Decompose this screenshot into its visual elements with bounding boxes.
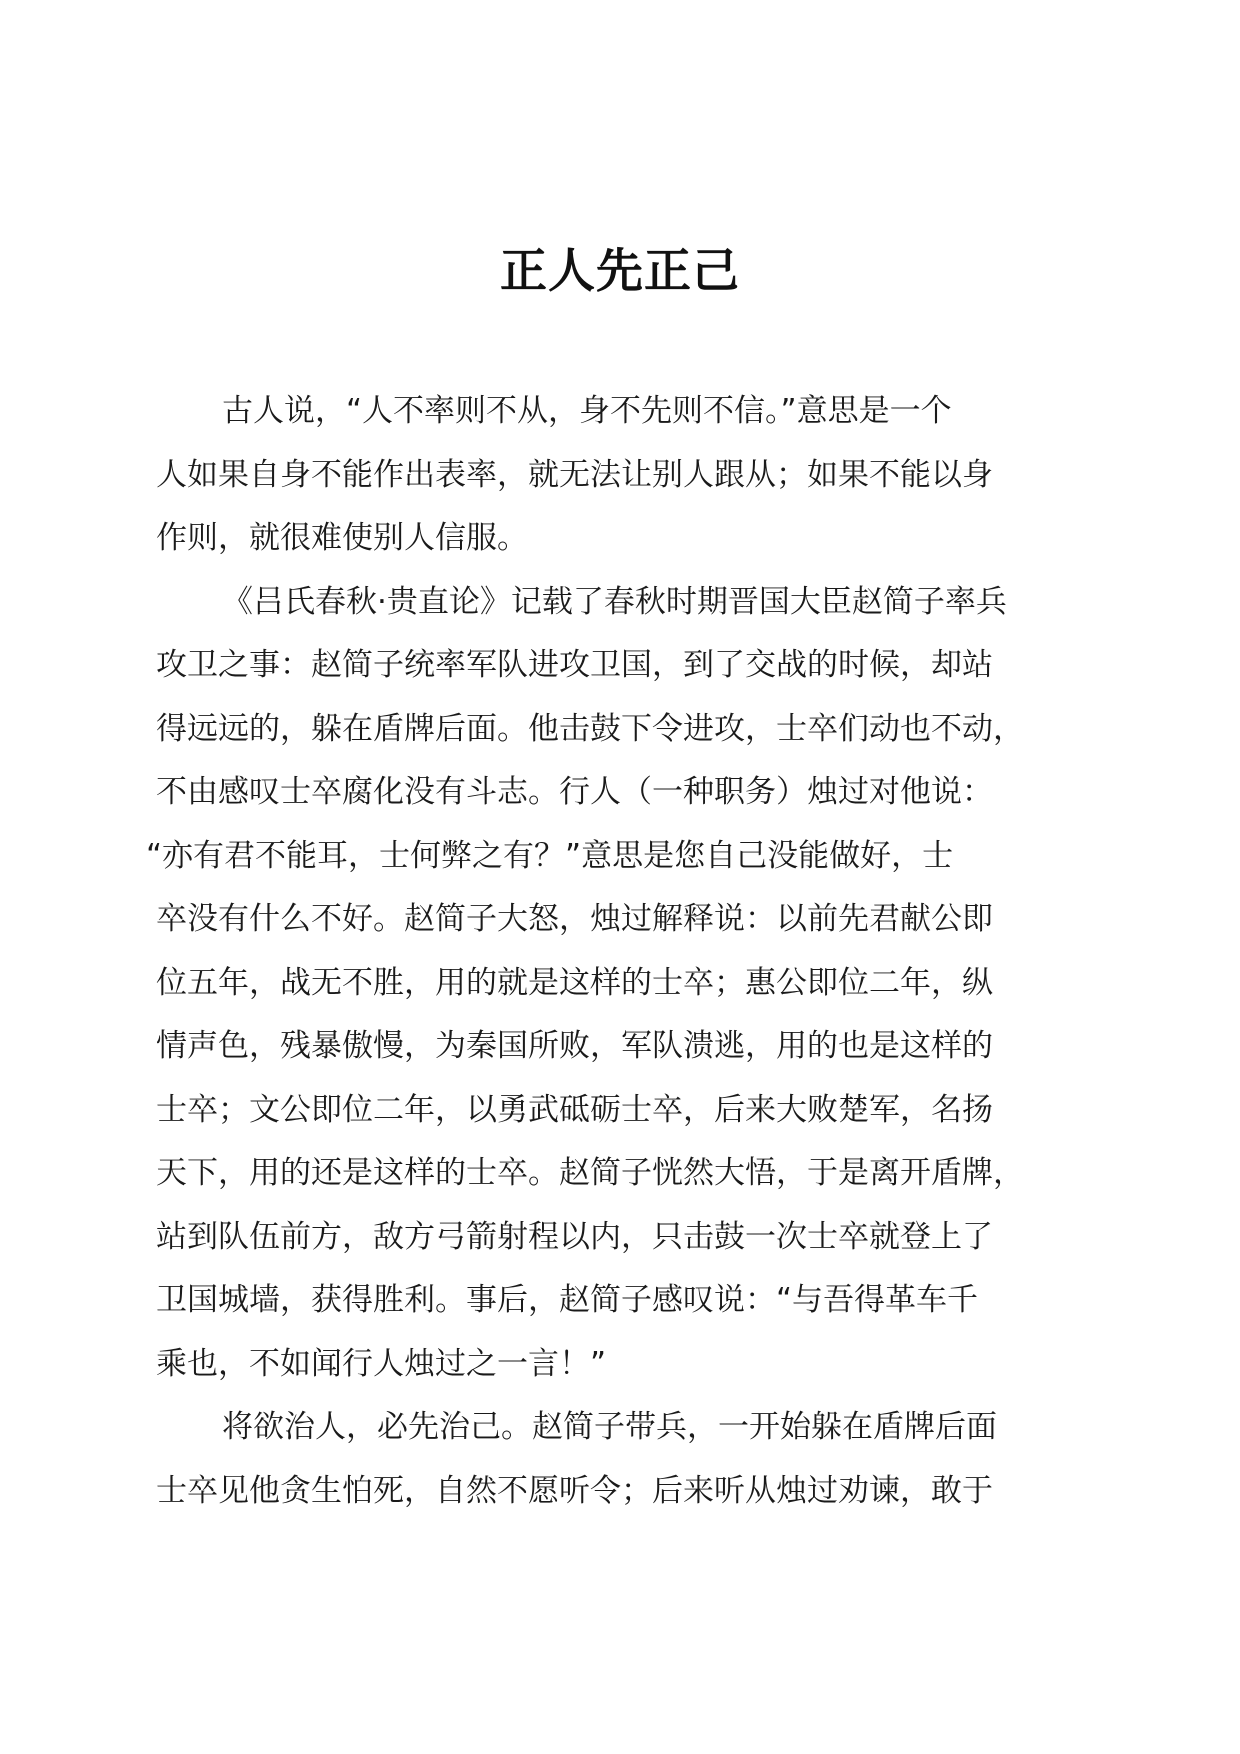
text-line: “亦有君不能耳，士何弊之有？”意思是您自己没能做好，士	[146, 837, 954, 874]
document-title: 正人先正己	[500, 244, 740, 299]
text-line: 古人说，“人不率则不从，身不先则不信。”意思是一个	[222, 393, 952, 429]
text-line: 不由感叹士卒腐化没有斗志。行人（一种职务）烛过对他说：	[156, 774, 993, 810]
text-line: 作则，就很难使别人信服。	[156, 520, 528, 556]
text-line: 士卒见他贪生怕死，自然不愿听令；后来听从烛过劝谏，敢于	[156, 1472, 993, 1509]
text-line: 将欲治人，必先治己。赵简子带兵，一开始躲在盾牌后面	[222, 1409, 997, 1445]
text-line: 卒没有什么不好。赵简子大怒，烛过解释说：以前先君献公即	[156, 901, 993, 937]
text-line: 士卒；文公即位二年，以勇武砥砺士卒，后来大败楚军，名扬	[156, 1091, 993, 1128]
text-line: 攻卫之事：赵简子统率军队进攻卫国，到了交战的时候，却站	[156, 647, 993, 683]
text-line: 人如果自身不能作出表率，就无法让别人跟从；如果不能以身	[156, 456, 993, 493]
text-line: 乘也，不如闻行人烛过之一言！”	[156, 1345, 607, 1382]
text-line: 得远远的，躲在盾牌后面。他击鼓下令进攻，士卒们动也不动，	[156, 710, 1024, 747]
text-line: 卫国城墙，获得胜利。事后，赵简子感叹说：“与吾得革车千	[156, 1282, 979, 1318]
text-line: 站到队伍前方，敌方弓箭射程以内，只击鼓一次士卒就登上了	[156, 1218, 993, 1255]
text-line: 位五年，战无不胜，用的就是这样的士卒；惠公即位二年，纵	[156, 964, 993, 1001]
paragraph	[146, 571, 1076, 1397]
text-line: 《吕氏春秋·贵直论》记载了春秋时期晋国大臣赵简子率兵	[222, 583, 1007, 620]
paragraph	[156, 1396, 1076, 1523]
text-line: 情声色，残暴傲慢，为秦国所败，军队溃逃，用的也是这样的	[156, 1028, 993, 1064]
text-line: 天下，用的还是这样的士卒。赵简子恍然大悟，于是离开盾牌，	[156, 1155, 1024, 1191]
document-body	[146, 380, 1076, 1523]
paragraph	[156, 380, 1076, 571]
